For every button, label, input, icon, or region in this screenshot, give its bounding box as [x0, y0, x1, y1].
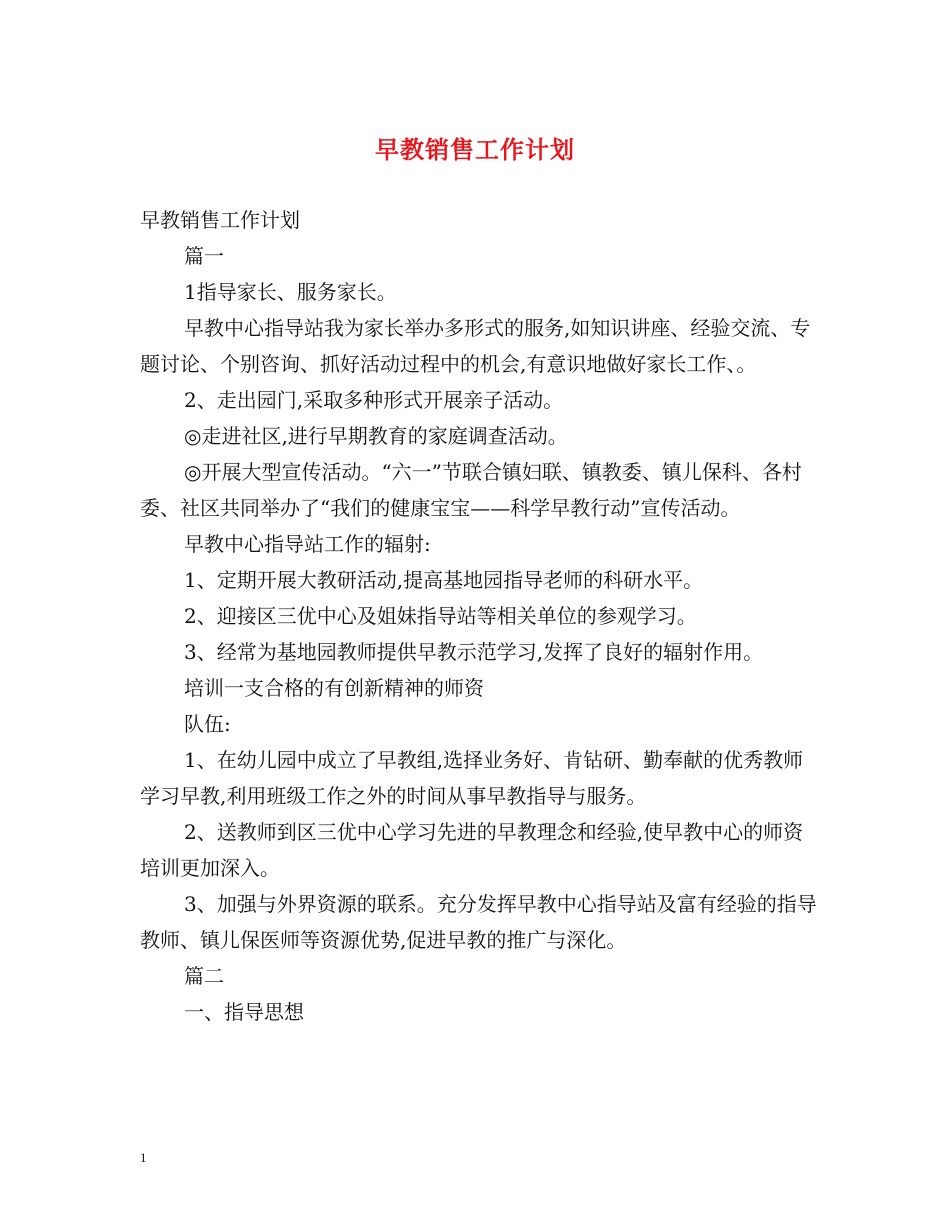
paragraph: 1、在幼儿园中成立了早教组,选择业务好、肯钻研、勤奉献的优秀教师学习早教,利用班级工作之外的时间从事早教指导与服务。 — [140, 748, 804, 808]
paragraph: 2、送教师到区三优中心学习先进的早教理念和经验,使早教中心的师资培训更加深入。 — [140, 820, 804, 880]
paragraph: 队伍: — [184, 712, 231, 736]
paragraph: 1指导家长、服务家长。 — [184, 280, 397, 304]
document-title: 早教销售工作计划 — [375, 135, 575, 164]
paragraph: 一、指导思想 — [184, 1000, 304, 1024]
document-body — [140, 202, 820, 1030]
paragraph: 篇二 — [184, 964, 224, 988]
paragraph: 2、迎接区三优中心及姐妹指导站等相关单位的参观学习。 — [184, 604, 697, 628]
page-number: 1 — [140, 1150, 147, 1165]
paragraph: 早教销售工作计划 — [140, 208, 300, 232]
paragraph: 2、走出园门,采取多种形式开展亲子活动。 — [184, 388, 564, 412]
paragraph: ◎开展大型宣传活动。“六一”节联合镇妇联、镇教委、镇儿保科、各村委、社区共同举办了“我们的健康宝宝——科学早教行动”宣传活动。 — [140, 460, 802, 520]
paragraph: 篇一 — [184, 244, 224, 268]
paragraph: 早教中心指导站我为家长举办多形式的服务,如知识讲座、经验交流、专题讨论、个别咨询、抓好活动过程中的机会,有意识地做好家长工作、。 — [140, 316, 811, 376]
paragraph: 1、定期开展大教研活动,提高基地园指导老师的科研水平。 — [184, 568, 704, 592]
paragraph: 培训一支合格的有创新精神的师资 — [184, 676, 484, 700]
paragraph: 3、加强与外界资源的联系。充分发挥早教中心指导站及富有经验的指导教师、镇儿保医师等资源优势,促进早教的推广与深化。 — [140, 892, 817, 952]
paragraph: ◎走进社区,进行早期教育的家庭调查活动。 — [184, 424, 568, 448]
paragraph: 早教中心指导站工作的辐射: — [184, 532, 431, 556]
paragraph: 3、经常为基地园教师提供早教示范学习,发挥了良好的辐射作用。 — [184, 640, 764, 664]
